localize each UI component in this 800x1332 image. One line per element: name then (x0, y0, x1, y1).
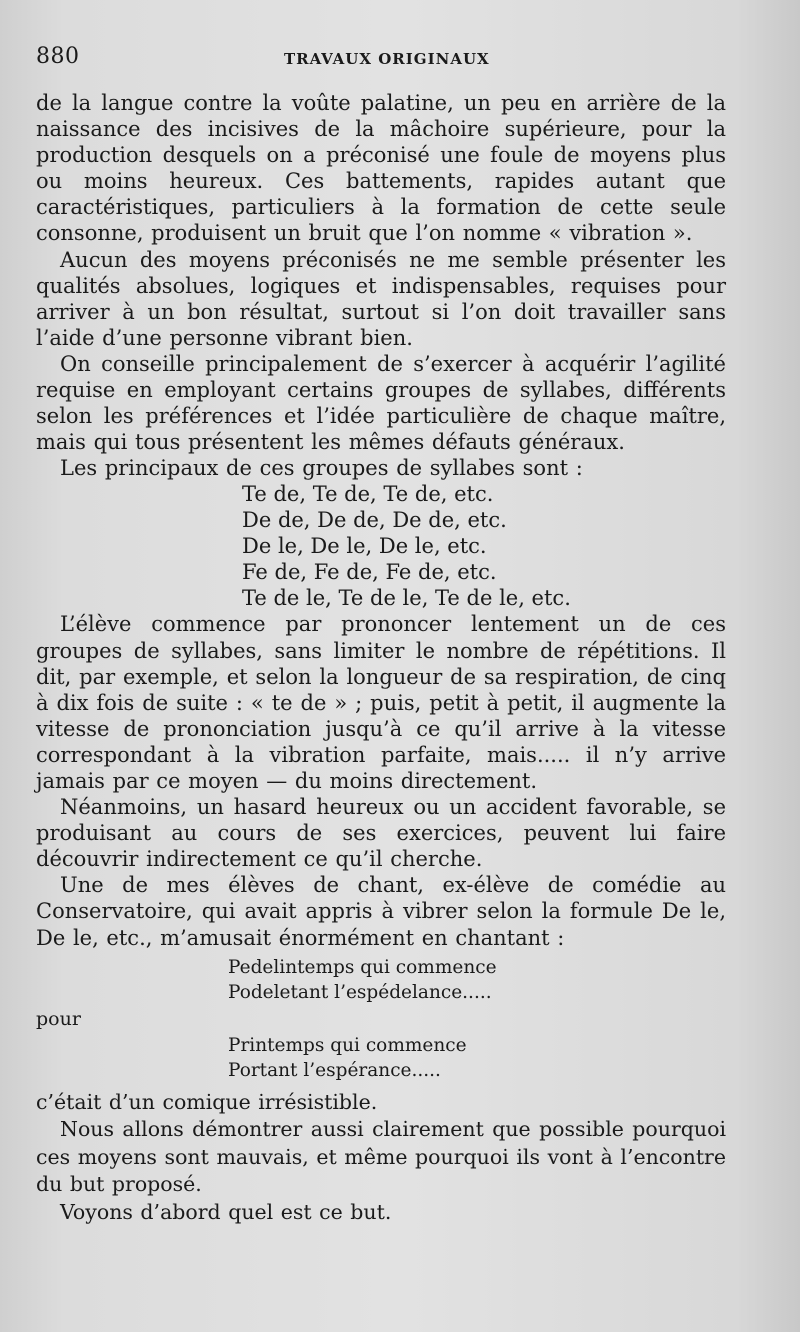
paragraph-continued: c’était d’un comique irrésistible. (36, 1089, 378, 1114)
syllable-group: De de, De de, De de, etc. (242, 508, 507, 533)
paragraph: Une de mes élèves de chant, ex-élève de comédie au Conservatoire, qui avait appris à vibrer selon la formule De le, De le, etc., m’amusait énormément en chantant : (36, 873, 726, 950)
paragraph: Voyons d’abord quel est ce but. (60, 1199, 392, 1224)
verse-sung (228, 955, 726, 1005)
paragraph: Aucun des moyens préconisés ne me semble présenter les qualités absolues, logiques et indispensables, requises pour arriver à un bon résultat, surtout si l’on doit travailler sans l’aide d’une personne vibrant bien. (36, 247, 726, 350)
page-body (36, 90, 726, 1226)
paragraph: On conseille principalement de s’exercer à acquérir l’agilité requise en employant certains groupes de syllabes, différents selon les préférences et l’idée particulière de chaque maître, mais qui tous présentent les mêmes défauts généraux. (36, 351, 726, 455)
syllable-group: Te de, Te de, Te de, etc. (242, 482, 494, 507)
closing-section (36, 1089, 726, 1227)
verse-line: Portant l’espérance..... (228, 1059, 441, 1081)
paragraph: L’élève commence par prononcer lentement un de ces groupes de syllabes, sans limiter le nombre de répétitions. Il dit, par exemple, et selon la longueur de sa respiration, de cinq à dix fois de suite : « te de » ; puis, petit à petit, il augmente la vitesse de prononciation jusqu’à ce qu’il arrive à la vitesse correspondant à la vibration parfaite, mais..... il n’y arrive jamais par ce moyen — du moins directement. (36, 612, 726, 793)
syllable-group: Te de le, Te de le, Te de le, etc. (242, 586, 571, 611)
verse-original (228, 1033, 726, 1083)
verse-line: Podeletant l’espédelance..... (228, 981, 492, 1003)
paragraph: Néanmoins, un hasard heureux ou un accident favorable, se produisant au cours de ses exercices, peuvent lui faire découvrir indirectement ce qu’il cherche. (36, 795, 726, 872)
page-number: 880 (36, 44, 80, 69)
verse-line: Printemps qui commence (228, 1034, 467, 1056)
syllable-group: De le, De le, De le, etc. (242, 534, 487, 559)
page-header (36, 44, 764, 74)
verse-line: Pedelintemps qui commence (228, 956, 497, 978)
paragraph-continued: de la langue contre la voûte palatine, un peu en arrière de la naissance des incisives de la mâchoire supérieure, pour la production desquels on a préconisé une foule de moyens plus ou moins heureux. Ces battements, rapides autant que caractéristiques, particuliers à la formation de cette seule consonne, produisent un bruit que l’on nomme « vibration ». (36, 91, 726, 246)
paragraph: Nous allons démontrer aussi clairement que possible pourquoi ces moyens sont mauvais, et même pourquoi ils vont à l’encontre du but proposé. (36, 1117, 726, 1197)
syllable-group: Fe de, Fe de, Fe de, etc. (242, 560, 497, 585)
paragraph: Les principaux de ces groupes de syllabes sont : (60, 456, 583, 481)
syllable-group-list (242, 481, 726, 611)
running-head: TRAVAUX ORIGINAUX (284, 50, 490, 68)
connector-word: pour (36, 1007, 81, 1030)
